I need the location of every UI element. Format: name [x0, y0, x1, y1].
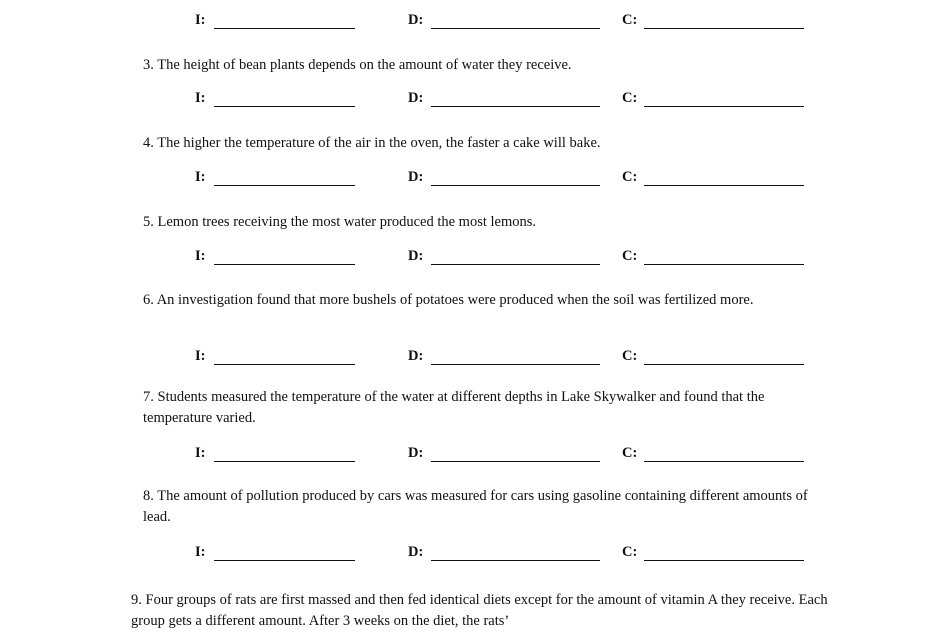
answer-row-q8	[0, 544, 930, 564]
control-answer-line[interactable]	[644, 28, 804, 29]
control-answer-line[interactable]	[644, 364, 804, 365]
control-label: C:	[622, 12, 638, 28]
answer-row-q4	[0, 169, 930, 189]
independent-label: I:	[195, 348, 206, 364]
answer-row-q6	[0, 348, 930, 368]
control-answer-line[interactable]	[644, 106, 804, 107]
dependent-label: D:	[408, 90, 424, 106]
answer-row-q3	[0, 90, 930, 110]
independent-label: I:	[195, 12, 206, 28]
dependent-label: D:	[408, 12, 424, 28]
independent-answer-line[interactable]	[214, 185, 355, 186]
control-label: C:	[622, 248, 638, 264]
independent-answer-line[interactable]	[214, 28, 355, 29]
answer-row-q5	[0, 248, 930, 268]
control-label: C:	[622, 90, 638, 106]
independent-label: I:	[195, 248, 206, 264]
independent-label: I:	[195, 544, 206, 560]
independent-label: I:	[195, 90, 206, 106]
dependent-answer-line[interactable]	[431, 28, 600, 29]
question-6-text: 6. An investigation found that more bushels of potatoes were produced when the soil was fertilized more.	[143, 292, 754, 308]
dependent-label: D:	[408, 248, 424, 264]
dependent-label: D:	[408, 544, 424, 560]
dependent-answer-line[interactable]	[431, 185, 600, 186]
independent-answer-line[interactable]	[214, 560, 355, 561]
control-answer-line[interactable]	[644, 560, 804, 561]
independent-label: I:	[195, 445, 206, 461]
dependent-answer-line[interactable]	[431, 560, 600, 561]
control-label: C:	[622, 445, 638, 461]
independent-answer-line[interactable]	[214, 106, 355, 107]
control-label: C:	[622, 544, 638, 560]
dependent-label: D:	[408, 169, 424, 185]
independent-answer-line[interactable]	[214, 264, 355, 265]
answer-row-q7	[0, 445, 930, 465]
question-9-text: 9. Four groups of rats are first massed and then fed identical diets except for the amount of vitamin A they receive. Each group gets a different amount. After 3 weeks on the diet, the rats’	[131, 592, 828, 629]
dependent-answer-line[interactable]	[431, 106, 600, 107]
answer-row-q2	[0, 12, 930, 32]
question-7-text: 7. Students measured the temperature of the water at different depths in Lake Skywalker and found that the temperature varied.	[143, 389, 765, 426]
question-3-text: 3. The height of bean plants depends on the amount of water they receive.	[143, 57, 572, 73]
control-answer-line[interactable]	[644, 185, 804, 186]
dependent-answer-line[interactable]	[431, 364, 600, 365]
control-answer-line[interactable]	[644, 461, 804, 462]
independent-label: I:	[195, 169, 206, 185]
independent-answer-line[interactable]	[214, 461, 355, 462]
control-label: C:	[622, 348, 638, 364]
dependent-label: D:	[408, 445, 424, 461]
dependent-answer-line[interactable]	[431, 264, 600, 265]
dependent-answer-line[interactable]	[431, 461, 600, 462]
question-8-text: 8. The amount of pollution produced by cars was measured for cars using gasoline containing different amounts of lead.	[143, 488, 808, 525]
control-answer-line[interactable]	[644, 264, 804, 265]
question-5-text: 5. Lemon trees receiving the most water produced the most lemons.	[143, 214, 537, 230]
question-4-text: 4. The higher the temperature of the air in the oven, the faster a cake will bake.	[143, 135, 601, 151]
dependent-label: D:	[408, 348, 424, 364]
independent-answer-line[interactable]	[214, 364, 355, 365]
control-label: C:	[622, 169, 638, 185]
